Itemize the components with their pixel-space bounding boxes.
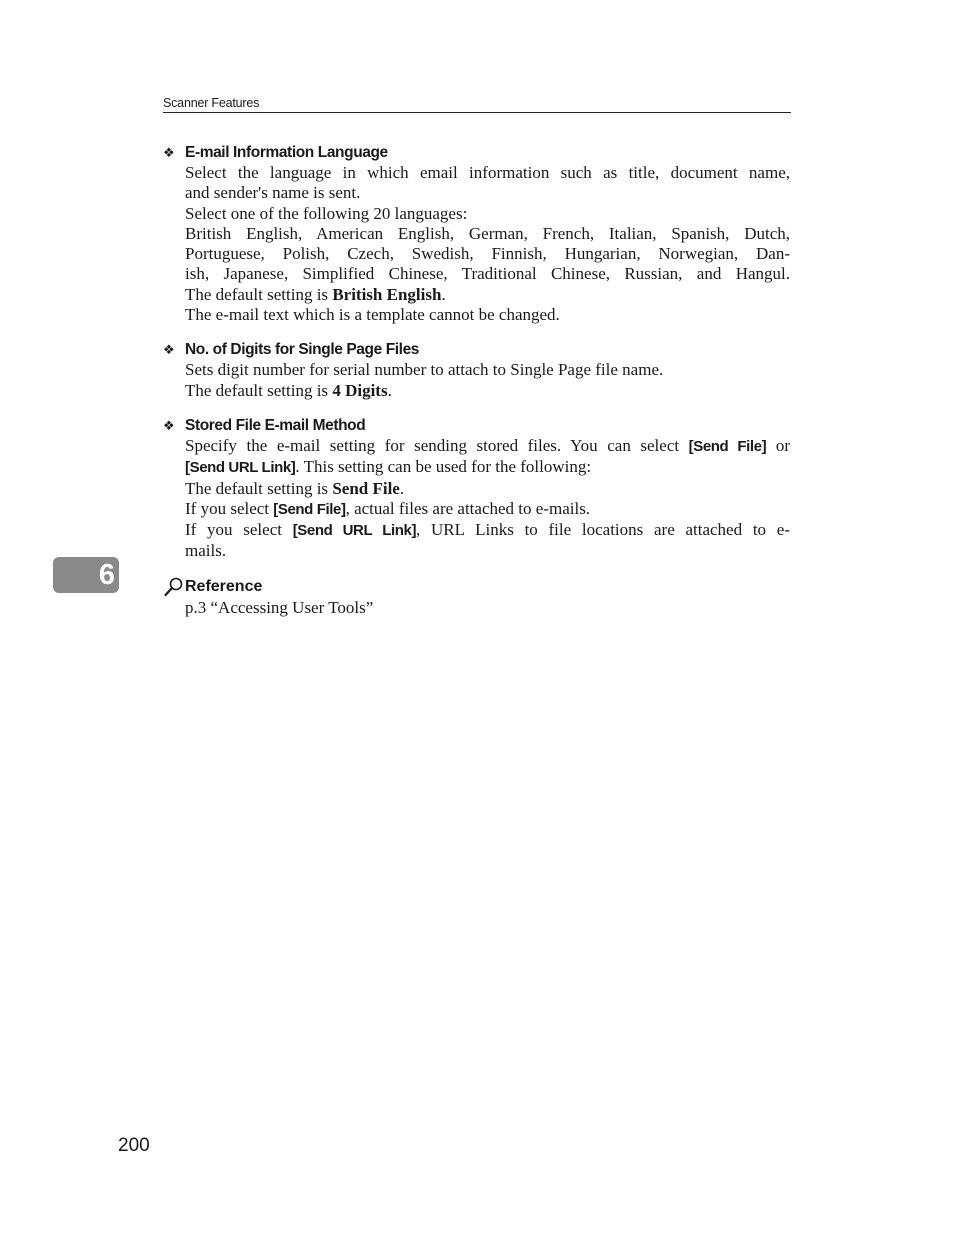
diamond-bullet-icon: ❖ [163,145,175,160]
body-text-fragment: or [766,435,790,455]
chapter-tab-number: 6 [98,559,116,591]
reference-body [185,598,790,618]
default-prefix: The default setting is [185,284,333,304]
page-number: 200 [118,1135,150,1156]
default-setting-line [185,381,790,401]
running-title: Scanner Features [163,96,260,110]
reference-title: Reference [185,577,263,595]
default-suffix: . [387,380,392,400]
default-value: Send File [332,478,400,498]
body-line [185,457,790,478]
body-line: ish, Japanese, Simplified Chinese, Traditional Chinese, Russian, and Hangul. [185,264,790,284]
page-content [163,142,790,632]
default-suffix: . [441,284,446,304]
default-prefix: The default setting is [185,380,333,400]
section-stored-file-email-method [163,415,790,562]
reference-link: p.3 “Accessing User Tools” [185,597,374,617]
body-text-fragment: . This setting can be used for the following: [295,457,592,477]
section-body [185,436,790,562]
section-email-information-language [163,142,790,325]
magnifier-icon [163,576,185,598]
diamond-bullet-icon: ❖ [163,417,175,433]
reference-heading [163,576,790,598]
body-line: mails. [185,541,227,561]
default-prefix: The default setting is [185,478,333,498]
body-text-fragment: If you select [185,498,274,518]
reference-block [163,576,790,618]
default-setting-line [185,285,790,305]
send-url-link-key-label: [Send URL Link] [292,522,417,540]
body-line: The e-mail text which is a template cannot be changed. [185,305,560,325]
body-text-fragment: , actual files are attached to e-mails. [345,498,591,518]
section-heading [163,339,790,360]
running-header [163,96,791,113]
body-line [185,499,790,520]
body-line [185,520,790,541]
default-setting-line [185,479,790,499]
diamond-bullet-icon: ❖ [163,342,175,358]
section-digits-single-page-files [163,339,790,401]
body-line: British English, American English, German, French, Italian, Spanish, Dutch, [185,223,790,243]
section-body [185,163,790,325]
send-file-key-label: [Send File] [273,500,346,518]
body-line: Select the language in which email information such as title, document name, [185,163,790,182]
section-heading [163,415,790,436]
send-url-link-key-label: [Send URL Link] [185,459,296,477]
section-title: Stored File E-mail Method [185,416,366,434]
body-line: Portuguese, Polish, Czech, Swedish, Finnish, Hungarian, Norwegian, Dan- [185,244,790,264]
body-line: Select one of the following 20 languages: [185,203,468,223]
default-value: 4 Digits [332,380,388,400]
body-line: and sender's name is sent. [185,183,361,203]
body-line: Sets digit number for serial number to attach to Single Page file name. [185,360,664,380]
body-text-fragment: , URL Links to file locations are attached to e- [416,520,790,540]
section-title: No. of Digits for Single Page Files [185,341,420,359]
body-text-fragment: Specify the e-mail setting for sending stored files. You can select [185,435,689,455]
default-suffix: . [399,478,405,498]
section-body [185,360,790,401]
body-line [185,436,790,457]
body-text-fragment: If you select [185,520,293,540]
send-file-key-label: [Send File] [688,437,767,455]
default-value: British English [332,284,442,304]
section-heading [163,142,790,163]
section-title: E-mail Information Language [185,144,388,161]
